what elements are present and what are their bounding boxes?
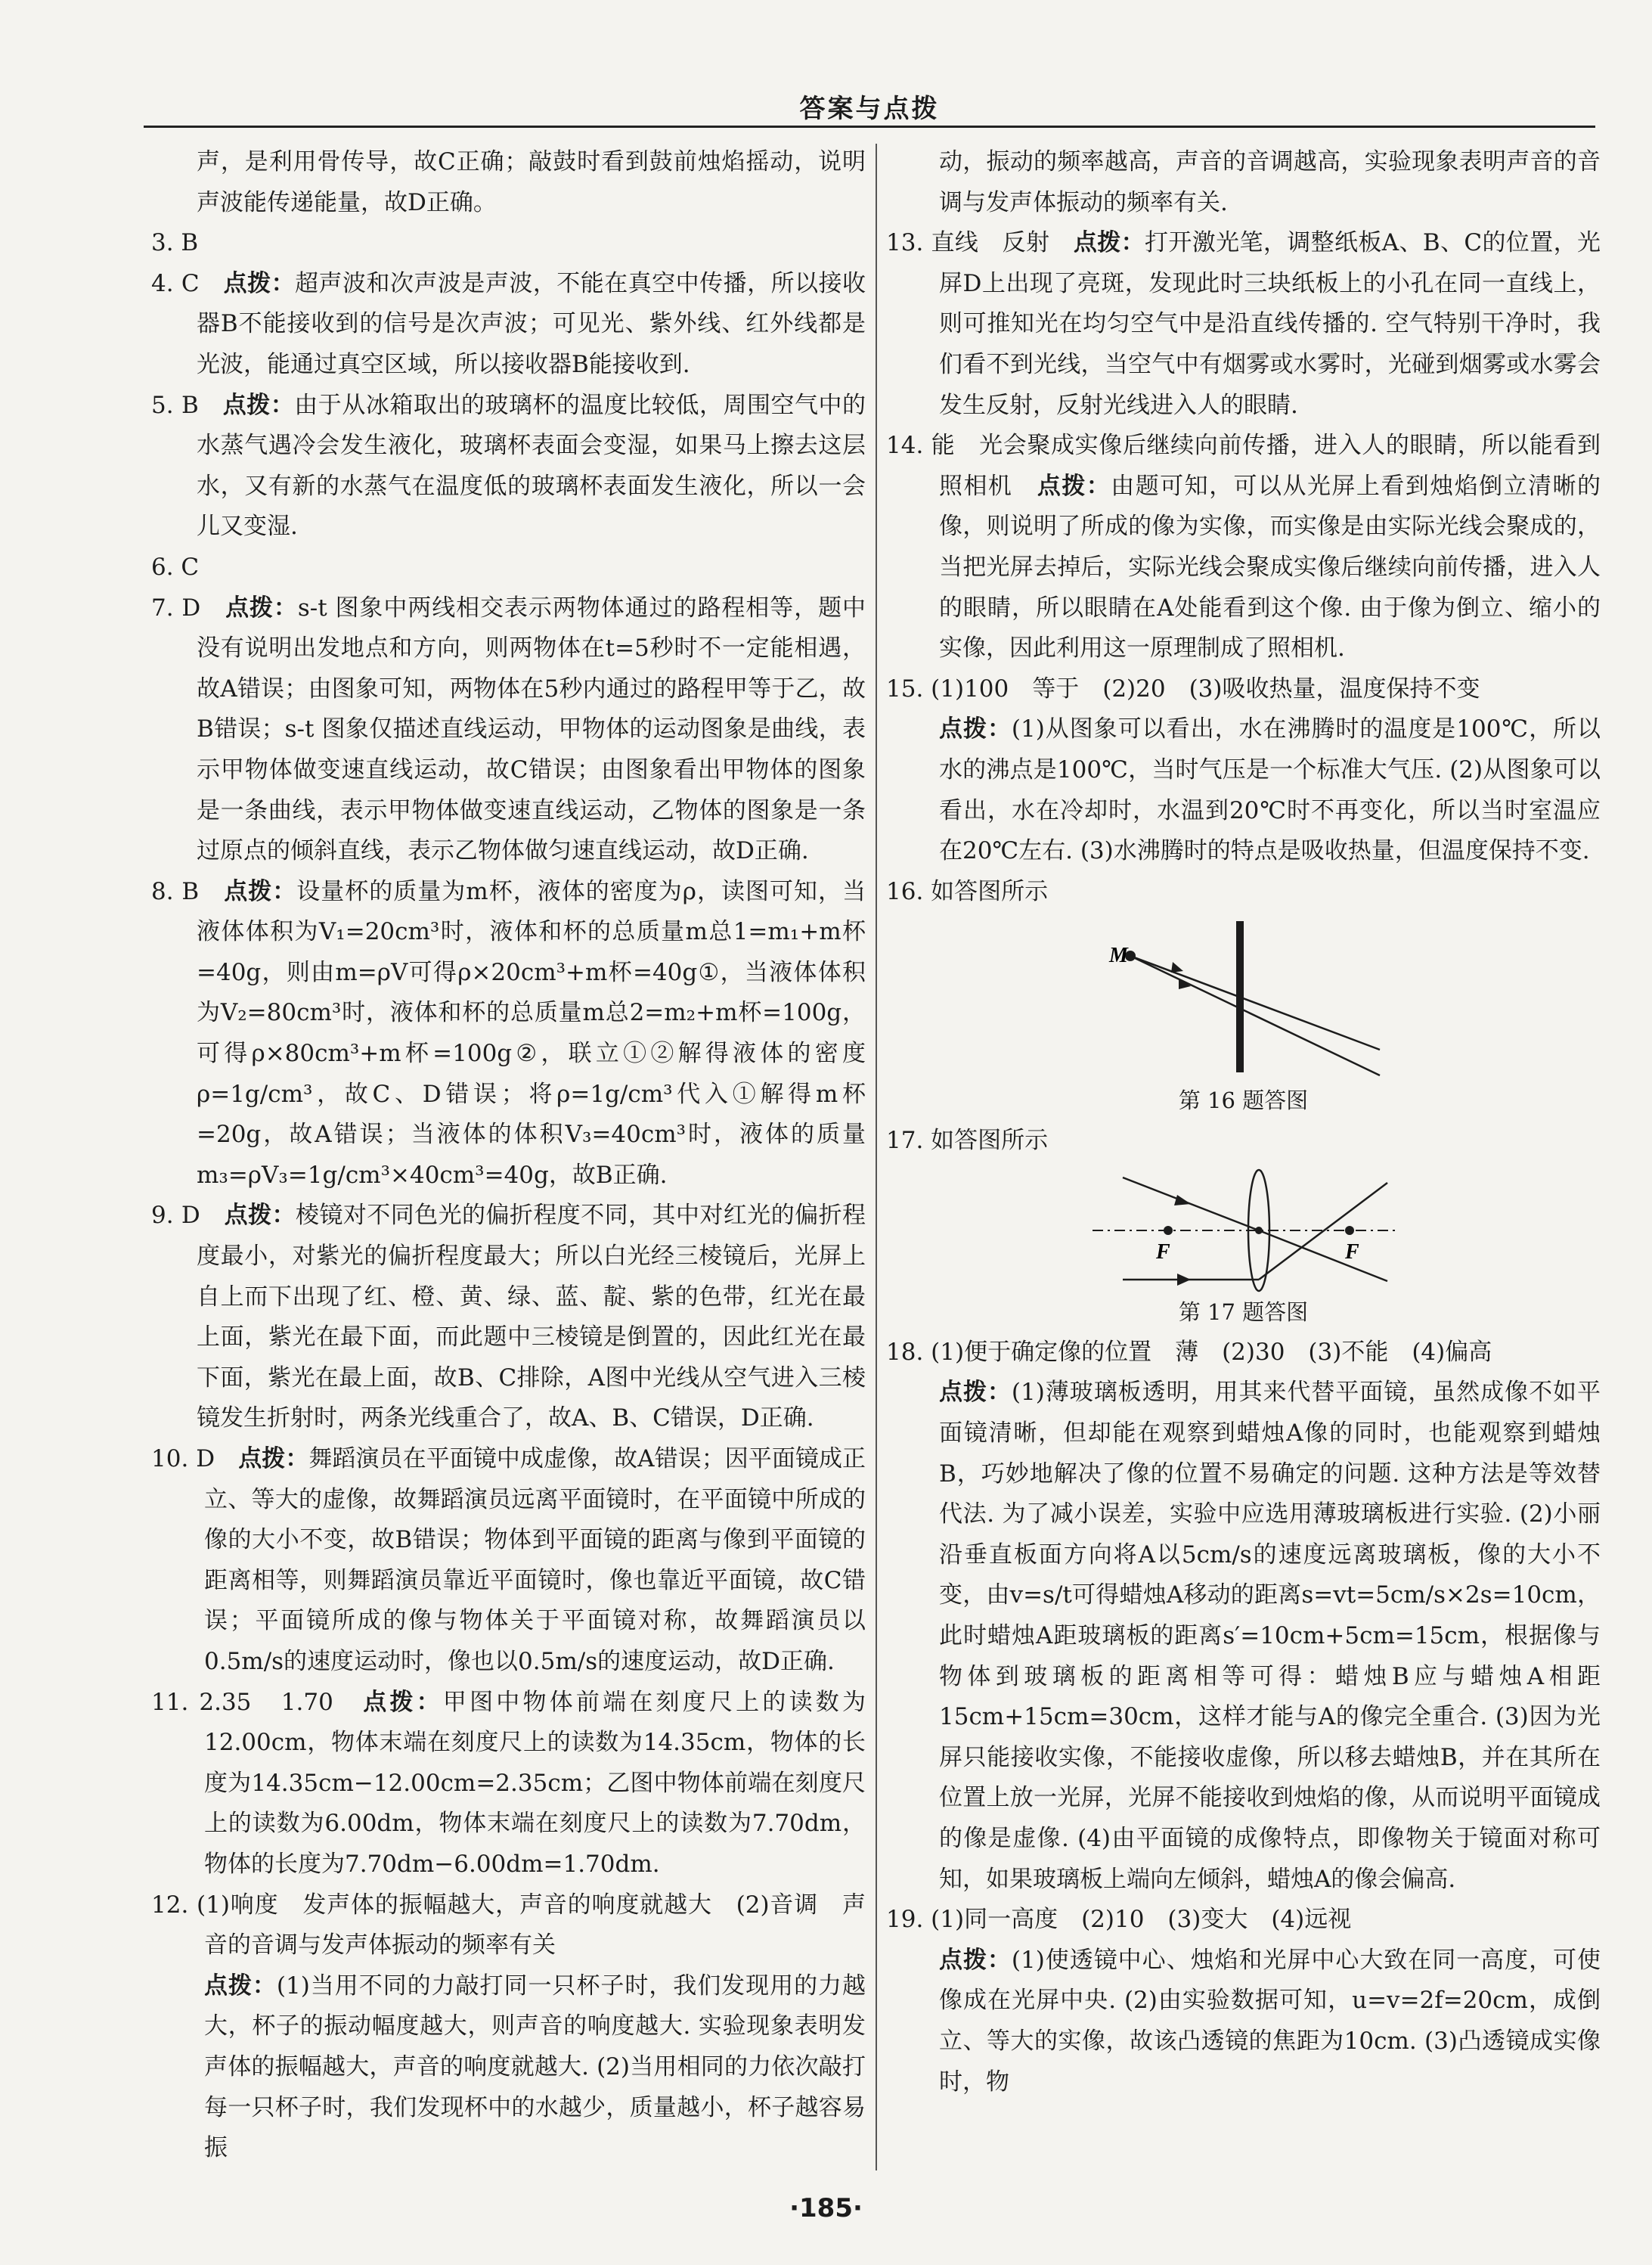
answer-number: 8. B (151, 877, 200, 905)
hint-text: (1)薄玻璃板透明，用其来代替平面镜，虽然成像不如平面镜清晰，但却能在观察到蜡烛A像的同时，也能观察到蜡烛B，巧妙地解决了像的位置不易确定的问题. 这种方法是等效替代法. 为了减小误差，实验中应选用薄玻璃板进行实验. (2)小丽沿垂直板面方向将A以5cm/s的速度远离玻璃板，像的大小不变，由v=s/t可得蜡烛A移动的距离s=vt=5cm/s×2s=10cm，此时蜡烛A距玻璃板的距离s′=10cm+5cm=15cm，根据像与物体到玻璃板的距离相等可得：蜡烛B应与蜡烛A相距15cm+15cm=30cm，这样才能与A的像完全重合. (3)因为光屏只能接收实像，不能接收虚像，所以移去蜡烛B，并在其所在位置上放一光屏，光屏不能接收到烛焰的像，从而说明平面镜成的像是虚像. (4)由平面镜的成像特点，即像物关于镜面对称可知，如果玻璃板上端向左倾斜，蜡烛A的像会偏高. (939, 1379, 1601, 1893)
hint-text: 打开激光笔，调整纸板A、B、C的位置，光屏D上出现了亮斑，发现此时三块纸板上的小孔在同一直线上，则可推知光在均匀空气中是沿直线传播的. 空气特别干净时，我们看不到光线，当空气中有烟雾或水雾时，光碰到烟雾或水雾会发生反射，反射光线进入人的眼睛. (939, 229, 1601, 419)
header-rule (144, 126, 1595, 128)
label-m: M (1108, 944, 1128, 968)
answer-19-hint (886, 1941, 1601, 2102)
hint-text: (1)使透镜中心、烛焰和光屏中心大致在同一高度，可使像成在光屏中央. (2)由实验数据可知，u=v=2f=20cm，成倒立、等大的实像，故该凸透镜的焦距为10cm. (3)凸透镜成实像时，物 (939, 1946, 1601, 2096)
hint-label: 点拨： (224, 1202, 296, 1230)
answer-11 (151, 1683, 866, 1885)
hint-label: 点拨： (224, 877, 297, 905)
answer-10 (151, 1439, 866, 1683)
answer-18: 18. (1)便于确定像的位置 薄 (2)30 (3)不能 (4)偏高 (886, 1338, 1492, 1366)
hint-label: 点拨： (1037, 472, 1111, 500)
answer-15: 15. (1)100 等于 (2)20 (3)吸收热量，温度保持不变 (886, 675, 1480, 703)
hint-text: (1)从图象可以看出，水在沸腾时的温度是100℃，所以水的沸点是100℃，当时气压是一个标准大气压. (2)从图象可以看出，水在冷却时，水温到20℃时不再变化，所以当时室温应在20℃左右. (3)水沸腾时的特点是吸收热量，但温度保持不变. (939, 715, 1601, 865)
figure-17-diagram (1077, 1166, 1410, 1295)
answer-19: 19. (1)同一高度 (2)10 (3)变大 (4)远视 (886, 1906, 1352, 1934)
hint-text: (1)当用不同的力敲打同一只杯子时，我们发现用的力越大，杯子的振动幅度越大，则声音的响度越大. 实验现象表明发声体的振幅越大，声音的响度就越大. (2)当用相同的力依次敲打每一只杯子时，我们发现杯中的水越少，质量越小，杯子越容易振 (204, 1972, 866, 2162)
hint-label: 点拨： (238, 1445, 309, 1472)
answer-9 (151, 1196, 866, 1439)
hint-text: 由题可知，可以从光屏上看到烛焰倒立清晰的像，则说明了所成的像为实像，而实像是由实际光线会聚成的，当把光屏去掉后，实际光线会聚成实像后继续向前传播，进入人的眼睛，所以眼睛在A处能看到这个像. 由于像为倒立、缩小的实像，因此利用这一原理制成了照相机. (939, 472, 1601, 662)
hint-text: 棱镜对不同色光的偏折程度不同，其中对红光的偏折程度最小，对紫光的偏折程度最大；所以白光经三棱镜后，光屏上自上而下出现了红、橙、黄、绿、蓝、靛、紫的色带，红光在最上面，紫光在最下面，而此题中三棱镜是倒置的，因此红光在最下面，紫光在最上面，故B、C排除，A图中光线从空气进入三棱镜发生折射时，两条光线重合了，故A、B、C错误，D正确. (197, 1202, 866, 1432)
answer-cont: 声，是利用骨传导，故C正确；敲鼓时看到鼓前烛焰摇动，说明声波能传递能量，故D正确。 (197, 148, 866, 216)
answer-number: 11. 2.35 1.70 (151, 1688, 333, 1716)
answer-number: 9. D (151, 1202, 200, 1230)
light-ray-1 (1130, 956, 1380, 1050)
hint-label: 点拨： (363, 1688, 443, 1716)
answer-18-hint (886, 1373, 1601, 1900)
ray-out-1 (1259, 1230, 1387, 1281)
label-f-right: F (1344, 1240, 1359, 1264)
figure-16-diagram (1077, 917, 1410, 1083)
focus-right (1345, 1226, 1354, 1235)
answer-12-hint (151, 1966, 866, 2169)
left-column (151, 142, 866, 2169)
answer-14 (886, 426, 1624, 669)
answer-number: 5. B (151, 391, 199, 419)
hint-text: 甲图中物体前端在刻度尺上的读数为12.00cm，物体末端在刻度尺上的读数为14.35cm，物体的长度为14.35cm−12.00cm=2.35cm；乙图中物体前端在刻度尺上的读数为6.00dm，物体末端在刻度尺上的读数为7.70dm，物体的长度为7.70dm−6.00dm=1.70dm. (204, 1688, 866, 1878)
figure-17 (886, 1166, 1601, 1330)
hint-text: 设量杯的质量为m杯，液体的密度为ρ，读图可知，当液体体积为V₁=20cm³时，液体和杯的总质量m总1=m₁+m杯=40g，则由m=ρV可得ρ×20cm³+m杯=40g①，当液体体积为V₂=80cm³时，液体和杯的总质量m总2=m₂+m杯=100g，可得ρ×80cm³+m杯=100g②，联立①②解得液体的密度ρ=1g/cm³，故C、D错误；将ρ=1g/cm³代入①解得m杯=20g，故A错误；当液体的体积V₃=40cm³时，液体的质量m₃=ρV₃=1g/cm³×40cm³=40g，故B正确. (197, 877, 866, 1189)
answer-number: 7. D (151, 594, 201, 622)
hint-text: 舞蹈演员在平面镜中成虚像，故A错误；因平面镜成正立、等大的虚像，故舞蹈演员远离平面镜时，在平面镜中所成的像的大小不变，故B错误；物体到平面镜的距离与像到平面镜的距离相等，则舞蹈演员靠近平面镜时，像也靠近平面镜，故C错误；平面镜所成的像与物体关于平面镜对称，故舞蹈演员以0.5m/s的速度运动时，像也以0.5m/s的速度运动，故D正确. (204, 1445, 866, 1675)
hint-label: 点拨： (939, 715, 1012, 743)
answer-7 (151, 588, 866, 872)
hint-text: s-t 图象中两线相交表示两物体通过的路程相等，题中没有说明出发地点和方向，则两物体在t=5秒时不一定能相遇，故A错误；由图象可知，两物体在5秒内通过的路程甲等于乙，故B错误；s-t 图象仅描述直线运动，甲物体的运动图象是曲线，表示甲物体做变速直线运动，故C错误；由图象看出甲物体的图象是一条曲线，表示甲物体做变速直线运动，乙物体的图象是一条过原点的倾斜直线，表示乙物体做匀速直线运动，故D正确. (197, 594, 866, 865)
hint-text: 超声波和次声波是声波，不能在真空中传播，所以接收器B不能接收到的信号是次声波；可见光、紫外线、红外线都是光波，能通过真空区域，所以接收器B能接收到. (197, 269, 866, 378)
arrow-1 (1171, 962, 1183, 973)
answer-16: 16. 如答图所示 (886, 877, 1049, 905)
answer-number: 10. D (151, 1445, 215, 1472)
answer-number: 4. C (151, 269, 200, 297)
figure-17-caption: 第 17 题答图 (1178, 1298, 1309, 1325)
answer-number: 13. 直线 反射 (886, 229, 1050, 257)
right-column (886, 142, 1624, 2169)
answer-number: 14. 能 光会聚成实像后继续向前传播，进入人的眼睛，所以能看到 照相机 (886, 432, 1624, 500)
hint-text: 由于从冰箱取出的玻璃杯的温度比较低，周围空气中的水蒸气遇冷会发生液化，玻璃杯表面会变湿，如果马上擦去这层水，又有新的水蒸气在温度低的玻璃杯表面发生液化，所以一会儿又变湿. (197, 391, 866, 541)
answer-5 (151, 386, 866, 548)
label-f-left: F (1155, 1240, 1170, 1264)
arrow-1 (1174, 1195, 1191, 1205)
header-title: 答案与点拨 (799, 94, 940, 124)
page-number: ·185· (789, 2193, 863, 2223)
hint-label: 点拨： (223, 269, 296, 297)
answer-3: 3. B (151, 229, 199, 257)
hint-label: 点拨： (225, 594, 298, 622)
answer-15-hint (886, 709, 1601, 871)
hint-label: 点拨： (222, 391, 295, 419)
page-header (144, 82, 1595, 129)
column-divider (876, 144, 877, 2170)
answer-17: 17. 如答图所示 (886, 1127, 1049, 1155)
figure-16 (886, 917, 1601, 1118)
answer-13 (886, 223, 1601, 426)
answer-6: 6. C (151, 553, 200, 581)
light-ray-2 (1130, 956, 1380, 1075)
figure-16-caption: 第 16 题答图 (1178, 1088, 1309, 1114)
hint-label: 点拨： (1073, 229, 1145, 257)
answer-12: 12. (1)响度 发声体的振幅越大，声音的响度就越大 (2)音调 声音的音调与发声体振动的频率有关 (151, 1891, 866, 1959)
hint-label: 点拨： (939, 1946, 1012, 1974)
arrow-2 (1177, 1274, 1191, 1286)
answer-cont: 动，振动的频率越高，声音的音调越高，实验现象表明声音的音调与发声体振动的频率有关. (939, 148, 1601, 216)
answer-8 (151, 872, 866, 1196)
hint-label: 点拨： (939, 1379, 1012, 1407)
answer-4 (151, 264, 866, 386)
hint-label: 点拨： (204, 1972, 277, 2000)
